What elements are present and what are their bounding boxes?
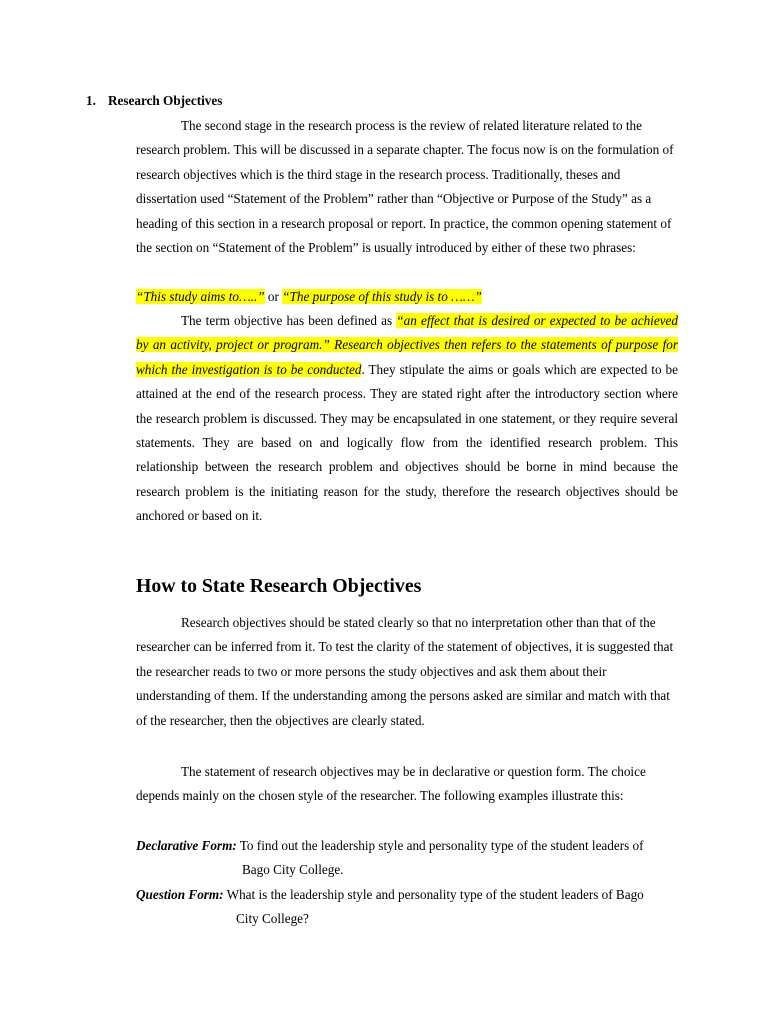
definition-highlight: “an effect that is desired or expected to be achieved by an activity, project or program.” Research objectives then refers to the statements of purpose for which the investigation is to be conducted <box>136 313 678 377</box>
paragraph-forms: The statement of research objectives may be in declarative or question form. The choice depends mainly on the chosen style of the researcher. The following examples illustrate this: <box>136 764 646 804</box>
paragraph-objective-definition <box>136 309 678 529</box>
declarative-text: To find out the leadership style and personality type of the student leaders of <box>239 838 644 853</box>
definition-lead: The term objective has been defined as <box>181 313 397 328</box>
paragraph-clarity: Research objectives should be stated clearly so that no interpretation other than that of the researcher can be inferred from it. To test the clarity of the statement of objectives, it is suggested that the researcher reads to two or more persons the study objectives and ask them about their understanding of them. If the understanding among the persons asked are similar and match with that of the researcher, then the objectives are clearly stated. <box>136 615 674 728</box>
section-title: Research Objectives <box>108 93 223 108</box>
example-question <box>136 883 681 932</box>
opening-phrases <box>136 285 678 309</box>
phrase-purpose: “The purpose of this study is to ……” <box>282 289 482 304</box>
question-text: What is the leadership style and personality type of the student leaders of Bago <box>226 887 644 902</box>
phrase-connector: or <box>264 289 283 304</box>
section-number: 1. <box>86 93 96 108</box>
paragraph-intro: The second stage in the research process is the review of related literature related to the research problem. This will be discussed in a separate chapter. The focus now is on the formulation of research objectives which is the third stage in the research process. Traditionally, theses and dissertation used “Statement of the Problem” rather than “Objective or Purpose of the Study” as a heading of this section in a research proposal or report. In practice, the common opening statement of the section on “Statement of the Problem” is usually introduced by either of these two phrases: <box>136 118 674 256</box>
phrase-study-aims: “This study aims to…..” <box>136 289 265 304</box>
subheading-how-to-state: How to State Research Objectives <box>136 575 422 597</box>
definition-rest: . They stipulate the aims or goals which are expected to be attained at the end of the research process. They are stated right after the introductory section where the research problem is discussed. They may be encapsulated in one statement, or they require several statements. They are based on and logically flow from the identified research problem. This relationship between the research problem and objectives should be borne in mind because the research problem is the initiating reason for the study, therefore the research objectives should be anchored or based on it. <box>136 361 678 524</box>
declarative-label: Declarative Form: <box>136 838 237 853</box>
declarative-continuation: Bago City College. <box>242 862 344 878</box>
example-declarative <box>136 834 681 883</box>
question-continuation: City College? <box>236 911 309 927</box>
section-heading <box>86 92 222 110</box>
question-label: Question Form: <box>136 887 224 902</box>
